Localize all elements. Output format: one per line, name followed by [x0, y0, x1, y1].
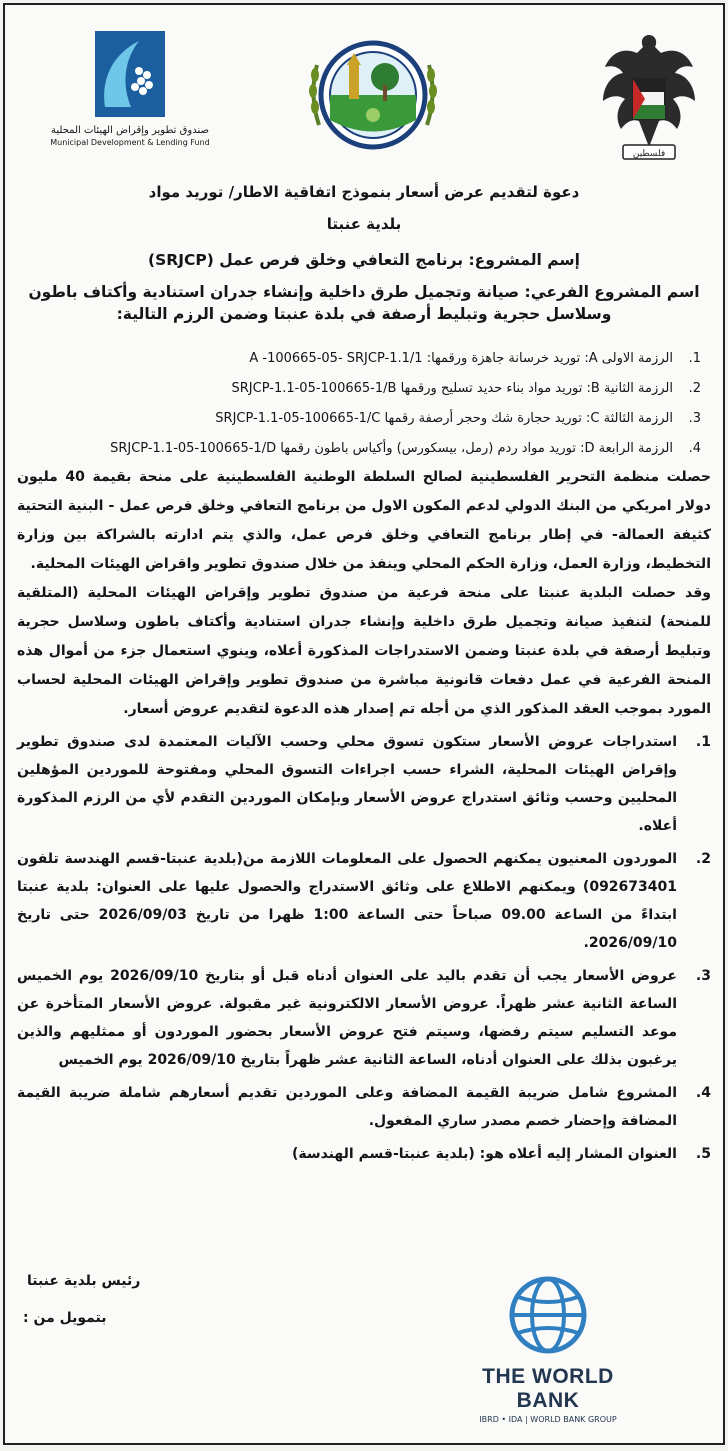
list-item [15, 403, 701, 433]
item-number: 3. [695, 968, 711, 984]
invitation-title: دعوة لتقديم عرض أسعار بنموذج اتفاقية الاطار/ توريد مواد [148, 183, 580, 201]
funding-paragraph: حصلت منظمة التحرير الفلسطينية لصالح السلطة الوطنية الفلسطينية على منحة بقيمة 40 مليون دولار امريكي من البنك الدولي لدعم المكون الاول من برنامج التعافي وخلق فرص عمل - البنية التحتية كثيفة العمالة- في إطار برنامج التعافي وخلق فرص عمل، والذي يتم ادارته بالشراكة بين وزارة التخطيط، وزارة العمل، وزارة الحكم المحلي وينفذ من خلال صندوق تطوير واقراض الهيئات المحلية. [17, 469, 712, 572]
world-bank-subtitle: IBRD • IDA | WORLD BANK GROUP [479, 1415, 617, 1424]
mdlf-logo [17, 31, 243, 167]
list-item [17, 845, 711, 957]
signature-line: رئيس بلدية عنبتا [27, 1273, 141, 1289]
item-number: 4. [688, 440, 701, 456]
announcement-page [3, 3, 725, 1445]
list-item [17, 962, 711, 1074]
item-number: 3. [688, 410, 701, 426]
item-text: الرزمة الثالثة C: توريد حجارة شك وحجر أرصفة رقمها SRJCP-1.1-05-100665-1/C [215, 410, 673, 426]
conditions-list [17, 728, 711, 1168]
item-number: 2. [688, 380, 701, 396]
world-bank-logo [467, 1273, 629, 1424]
world-bank-name: THE WORLD BANK [482, 1365, 614, 1412]
mdlf-name-ar: صندوق تطوير وإقراض الهيئات المحلية [51, 125, 209, 136]
subproject-name: اسم المشروع الفرعي: صيانة وتجميل طرق داخلية وإنشاء جدران استنادية وأكتاف باطون وسلاسل حجرية وتبليط أرصفة في بلدة عنبتا وضمن الرزم التالية: [28, 283, 700, 323]
item-text: الرزمة الثانية B: توريد مواد بناء حديد تسليح ورقمها SRJCP-1.1-05-100665-1/B [231, 380, 673, 396]
item-number: 4. [695, 1085, 711, 1101]
header [5, 5, 723, 175]
emblem-label: فلسطين [632, 149, 666, 159]
project-name: إسم المشروع: برنامج التعافي وخلق فرص عمل (SRJCP) [148, 251, 580, 269]
item-number: 5. [695, 1146, 711, 1162]
list-item [17, 1079, 711, 1135]
item-text: العنوان المشار إليه أعلاه هو: (بلدية عنبتا-قسم الهندسة) [291, 1146, 677, 1162]
item-number: 2. [695, 851, 711, 867]
subgrant-paragraph: وقد حصلت البلدية عنبتا على منحة فرعية من صندوق تطوير وإقراض الهيئات المحلية (المتلقية للمنحة) لتنفيذ صيانة وتجميل طرق داخلية وإنشاء جدران استنادية وأكتاف باطون وسلاسل حجرية وتبليط أرصفة في بلدة عنبتا وضمن الاستدراجات المذكورة أعلاه، وينوي استعمال جزء من أموال هذه المنحة الفرعية في عمل دفعات قانونية مباشرة من صندوق تطوير وإقراض الهيئات المحلية لحساب المورد بموجب العقد المذكور الذي من أجله تم إصدار هذه الدعوة لتقديم عروض أسعار. [17, 585, 711, 717]
list-item [17, 1140, 711, 1168]
item-text: عروض الأسعار يجب أن تقدم باليد على العنوان أدناه قبل أو بتاريخ 2026/09/10 يوم الخميس الساعة الثانية عشر ظهراً. عروض الأسعار الالكترونية غير مقبولة. عروض الأسعار المتأخرة عن موعد التسليم سيتم رفضها، وسيتم فتح عروض الأسعار بحضور الموردون أو ممثليهم والذين يرغبون بذلك على العنوان أدناه، الساعة الثانية عشر ظهراً بتاريخ 2026/09/10 يوم الخميس [17, 968, 677, 1068]
item-text: استدراجات عروض الأسعار ستكون تسوق محلي وحسب الآليات المعتمدة لدى صندوق تطوير وإقراض الهيئات المحلية، الشراء حسب اجراءات التسوق المحلي ومفتوحة للموردين المؤهلين المحليين وحسب وثائق استدراج عروض الأسعار وبإمكان الموردين التقدم لأي من الرزم المذكورة أعلاه. [17, 734, 677, 834]
funded-by-label: بتمويل من : [23, 1310, 107, 1326]
list-item [15, 433, 701, 463]
list-item [15, 373, 701, 403]
item-text: الرزمة الاولى A: توريد خرسانة جاهزة ورقمها: 1/A -100665-05- SRJCP-1.1 [249, 350, 673, 366]
list-item [17, 728, 711, 840]
list-item [15, 343, 701, 373]
palestine-emblem-logo [593, 27, 705, 167]
anabta-municipality-seal [303, 25, 443, 165]
item-text: الموردون المعنيون يمكنهم الحصول على المعلومات اللازمة من(بلدية عنبتا-قسم الهندسة تلفون 092673401) ويمكنهم الاطلاع على وثائق الاستدراج والحصول عليها على العنوان: بلدية عنبتا ابتداءً من الساعة 09.00 صباحاً حتى الساعة 1:00 ظهرا من تاريخ 2026/09/03 حتى تاريخ 2026/09/10. [17, 851, 677, 951]
item-number: 1. [688, 350, 701, 366]
item-number: 1. [695, 734, 711, 750]
municipality-title: بلدية عنبتا [326, 215, 402, 233]
bundles-list [15, 343, 701, 463]
item-text: المشروع شامل ضريبة القيمة المضافة وعلى الموردين تقديم أسعارهم شاملة ضريبة القيمة المضافة وإحضار خصم مصدر ساري المفعول. [17, 1085, 677, 1129]
world-bank-globe-icon [506, 1273, 590, 1357]
mdlf-name-en: Municipal Development & Lending Fund [50, 138, 210, 147]
item-text: الرزمة الرابعة D: توريد مواد ردم (رمل، بيسكورس) وأكياس باطون رقمها SRJCP-1.1-05-100665-1/D [110, 440, 673, 456]
titles [5, 183, 723, 325]
